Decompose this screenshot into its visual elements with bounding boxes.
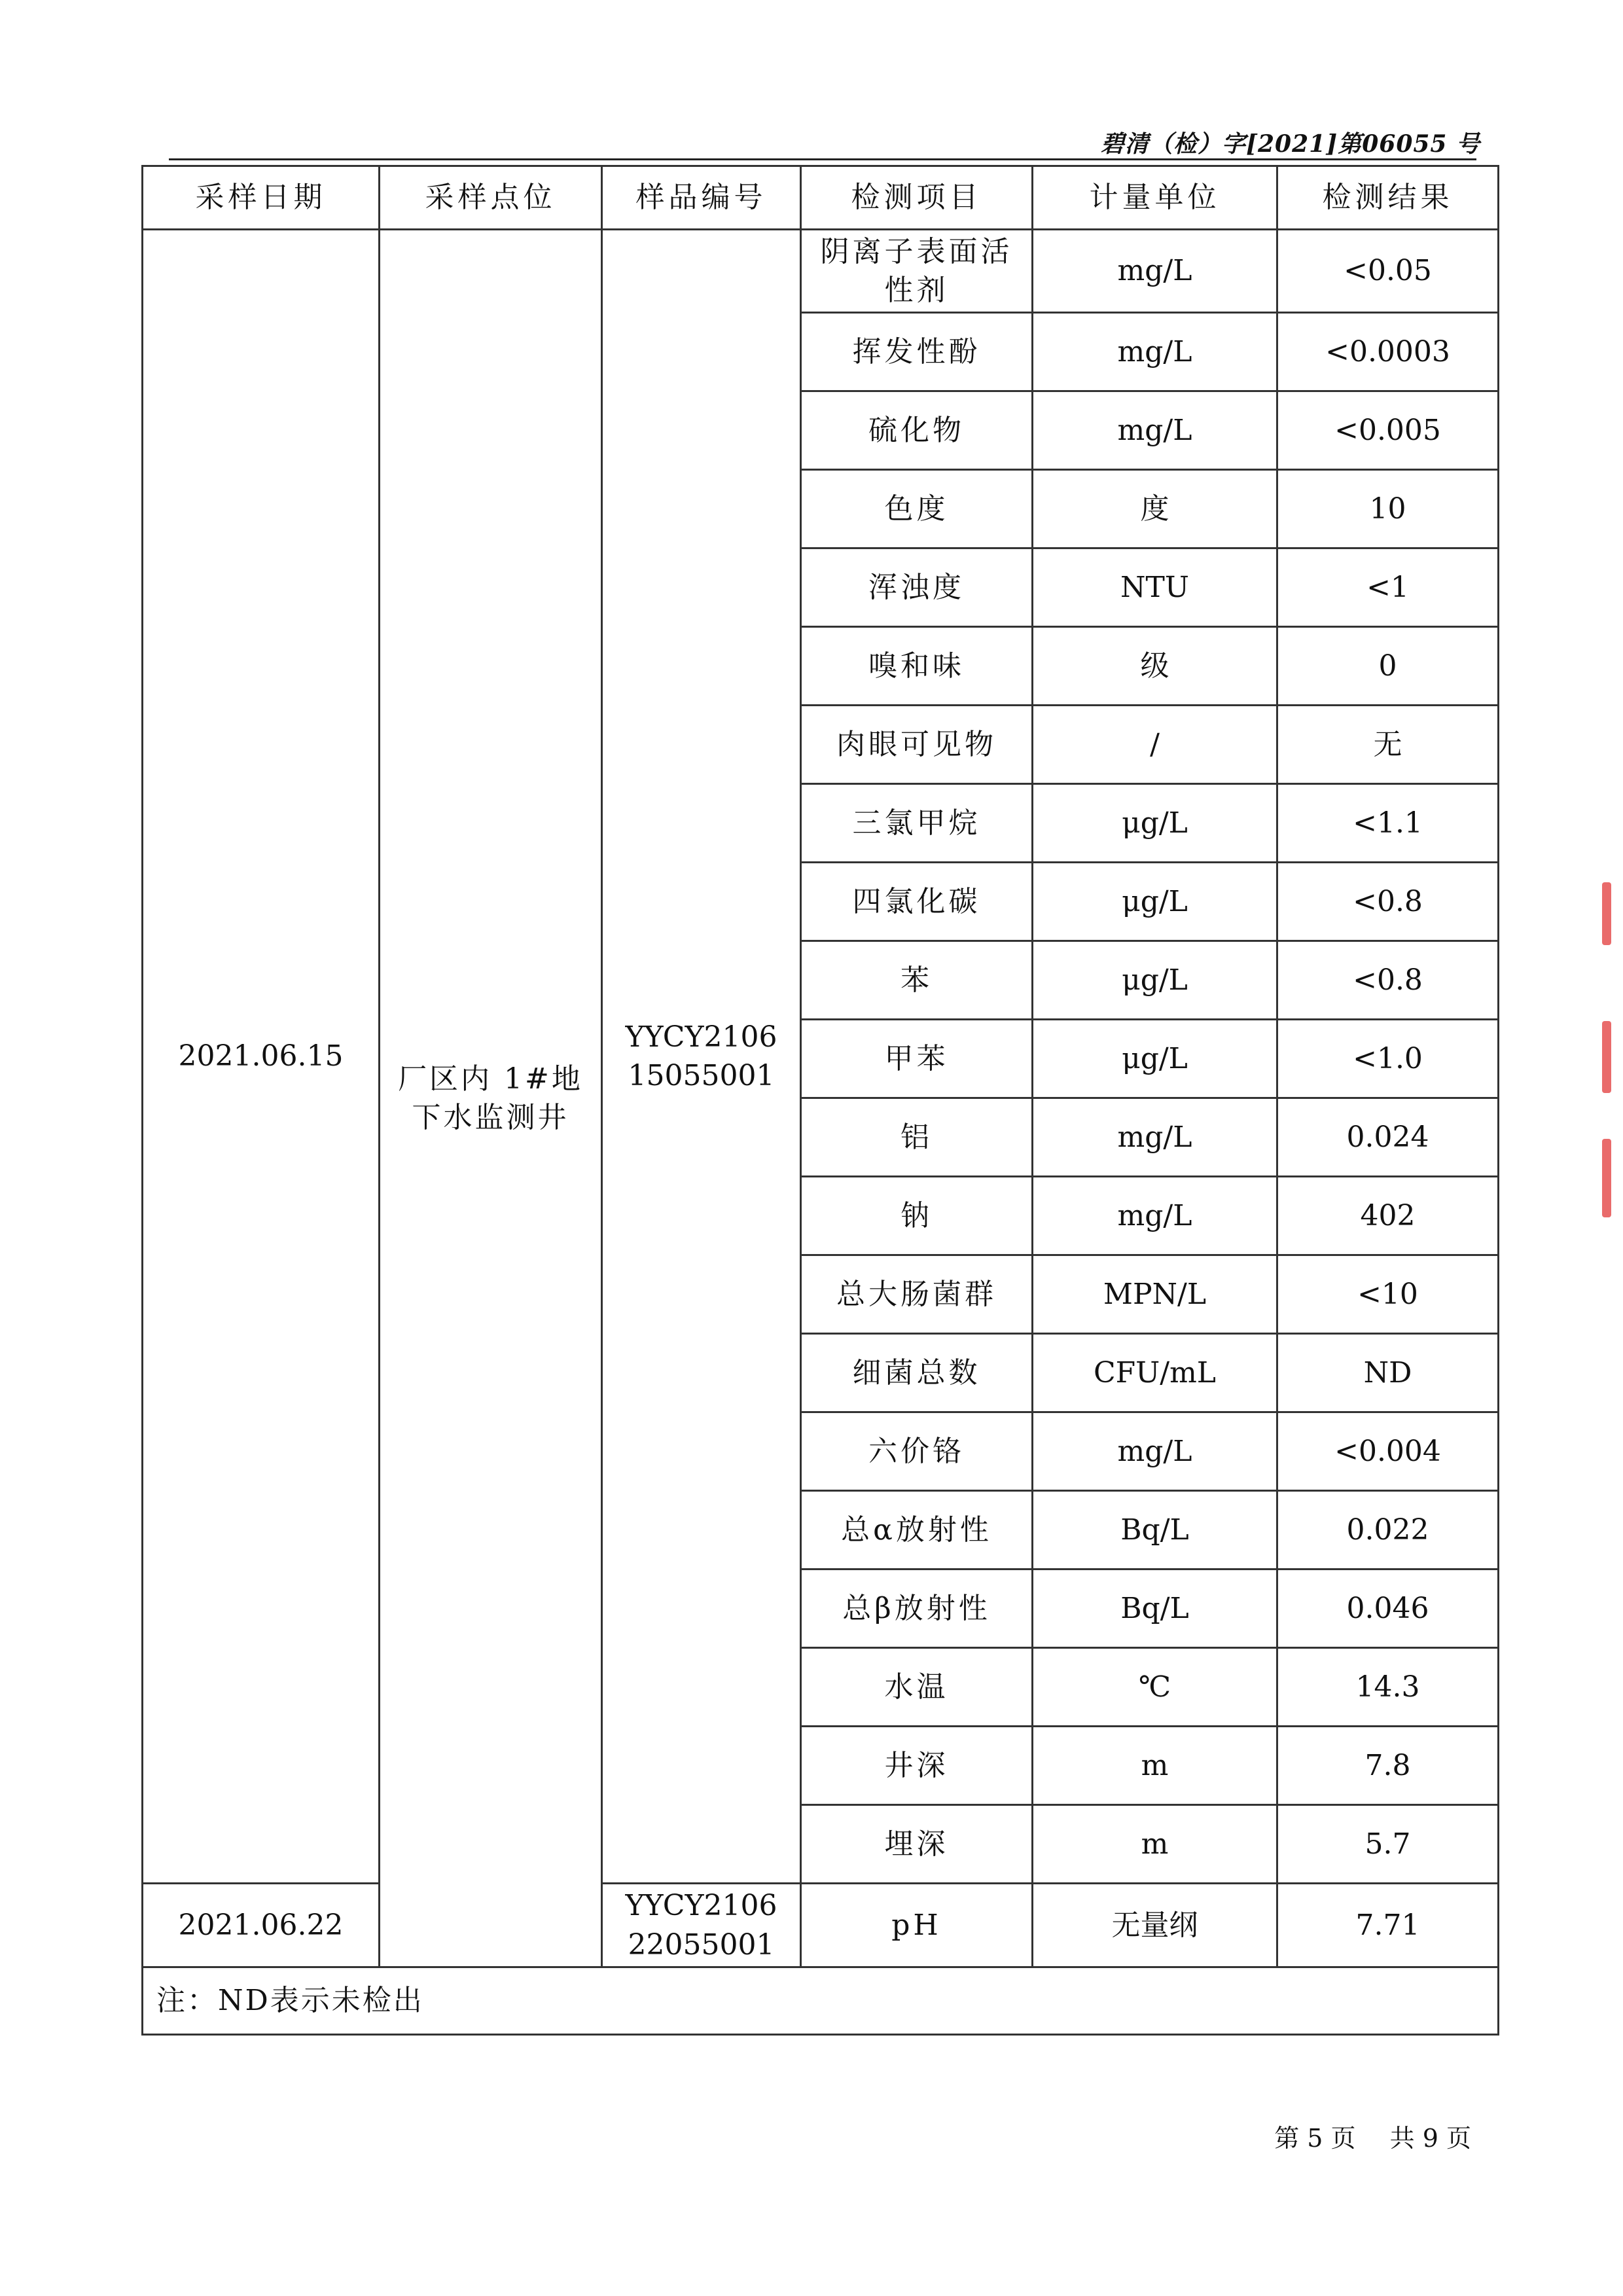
test-item-cell: 水温 (801, 1648, 1033, 1727)
result-cell: <1 (1277, 548, 1499, 627)
result-cell: 7.71 (1277, 1884, 1499, 1967)
test-item-cell: 细菌总数 (801, 1334, 1033, 1412)
result-cell: <1.1 (1277, 784, 1499, 863)
test-item-cell: 苯 (801, 941, 1033, 1020)
header-sampling-point: 采样点位 (380, 166, 602, 230)
header-sampling-date: 采样日期 (143, 166, 380, 230)
seal-stamp-edge (1602, 1021, 1611, 1093)
sampling-point-cell: 厂区内 1#地下水监测井 (380, 230, 602, 1967)
sampling-date-cell: 2021.06.22 (143, 1884, 380, 1967)
result-cell: 10 (1277, 470, 1499, 548)
result-cell: 5.7 (1277, 1805, 1499, 1884)
header-sample-number: 样品编号 (602, 166, 801, 230)
test-item-cell: 肉眼可见物 (801, 706, 1033, 784)
unit-cell: mg/L (1033, 313, 1277, 391)
result-cell: <0.05 (1277, 230, 1499, 313)
result-cell: <10 (1277, 1255, 1499, 1334)
result-cell: 0.046 (1277, 1570, 1499, 1648)
sample-number-cell: YYCY2106 22055001 (602, 1884, 801, 1967)
page-total: 共 9 页 (1389, 2124, 1471, 2153)
result-cell: ND (1277, 1334, 1499, 1412)
result-cell: <0.005 (1277, 391, 1499, 470)
unit-cell: Bq/L (1033, 1491, 1277, 1570)
header-unit: 计量单位 (1033, 166, 1277, 230)
test-item-cell: 总α放射性 (801, 1491, 1033, 1570)
test-item-cell: 铝 (801, 1098, 1033, 1177)
test-item-cell: 钠 (801, 1177, 1033, 1255)
table-row (143, 230, 1499, 313)
unit-cell: 度 (1033, 470, 1277, 548)
test-item-cell: 六价铬 (801, 1412, 1033, 1491)
header-test-item: 检测项目 (801, 166, 1033, 230)
test-item-cell: 浑浊度 (801, 548, 1033, 627)
result-cell: 0.022 (1277, 1491, 1499, 1570)
header-result: 检测结果 (1277, 166, 1499, 230)
test-item-cell: 甲苯 (801, 1020, 1033, 1098)
result-cell: <0.8 (1277, 941, 1499, 1020)
test-item-cell: 埋深 (801, 1805, 1033, 1884)
unit-cell: 无量纲 (1033, 1884, 1277, 1967)
unit-cell: ℃ (1033, 1648, 1277, 1727)
unit-cell: mg/L (1033, 1177, 1277, 1255)
test-item-cell: 色度 (801, 470, 1033, 548)
test-item-cell: 挥发性酚 (801, 313, 1033, 391)
result-cell: 402 (1277, 1177, 1499, 1255)
unit-cell: mg/L (1033, 391, 1277, 470)
table-header-row (143, 166, 1499, 230)
result-cell: 14.3 (1277, 1648, 1499, 1727)
result-cell: 0 (1277, 627, 1499, 706)
test-item-cell: 嗅和味 (801, 627, 1033, 706)
test-item-cell: 总β放射性 (801, 1570, 1033, 1648)
unit-cell: m (1033, 1727, 1277, 1805)
sampling-date-cell: 2021.06.15 (143, 230, 380, 1884)
test-item-cell: 阴离子表面活性剂 (801, 230, 1033, 313)
test-item-cell: 总大肠菌群 (801, 1255, 1033, 1334)
result-cell: <0.0003 (1277, 313, 1499, 391)
seal-stamp-edge (1602, 1139, 1611, 1217)
unit-cell: mg/L (1033, 1098, 1277, 1177)
result-cell: 无 (1277, 706, 1499, 784)
result-cell: <1.0 (1277, 1020, 1499, 1098)
unit-cell: μg/L (1033, 941, 1277, 1020)
note-row (143, 1967, 1499, 2035)
unit-cell: CFU/mL (1033, 1334, 1277, 1412)
page-number: 第 5 页 (1274, 2124, 1356, 2153)
header-rule (169, 158, 1476, 160)
unit-cell: MPN/L (1033, 1255, 1277, 1334)
result-cell: <0.004 (1277, 1412, 1499, 1491)
unit-cell: mg/L (1033, 1412, 1277, 1491)
unit-cell: μg/L (1033, 784, 1277, 863)
unit-cell: Bq/L (1033, 1570, 1277, 1648)
test-item-cell: 三氯甲烷 (801, 784, 1033, 863)
result-cell: <0.8 (1277, 863, 1499, 941)
page-footer (1248, 2118, 1471, 2154)
unit-cell: m (1033, 1805, 1277, 1884)
unit-cell: NTU (1033, 548, 1277, 627)
unit-cell: mg/L (1033, 230, 1277, 313)
test-item-cell: pH (801, 1884, 1033, 1967)
table-note: 注：ND表示未检出 (143, 1967, 1499, 2035)
result-cell: 7.8 (1277, 1727, 1499, 1805)
unit-cell: μg/L (1033, 863, 1277, 941)
sample-number-cell: YYCY2106 15055001 (602, 230, 801, 1884)
seal-stamp-edge (1602, 882, 1611, 945)
unit-cell: μg/L (1033, 1020, 1277, 1098)
result-cell: 0.024 (1277, 1098, 1499, 1177)
results-table (141, 165, 1499, 2036)
report-number: 碧清（检）字[2021]第06055 号 (1100, 130, 1480, 158)
test-item-cell: 四氯化碳 (801, 863, 1033, 941)
table-row (143, 1884, 1499, 1967)
unit-cell: 级 (1033, 627, 1277, 706)
unit-cell: / (1033, 706, 1277, 784)
test-item-cell: 硫化物 (801, 391, 1033, 470)
test-item-cell: 井深 (801, 1727, 1033, 1805)
